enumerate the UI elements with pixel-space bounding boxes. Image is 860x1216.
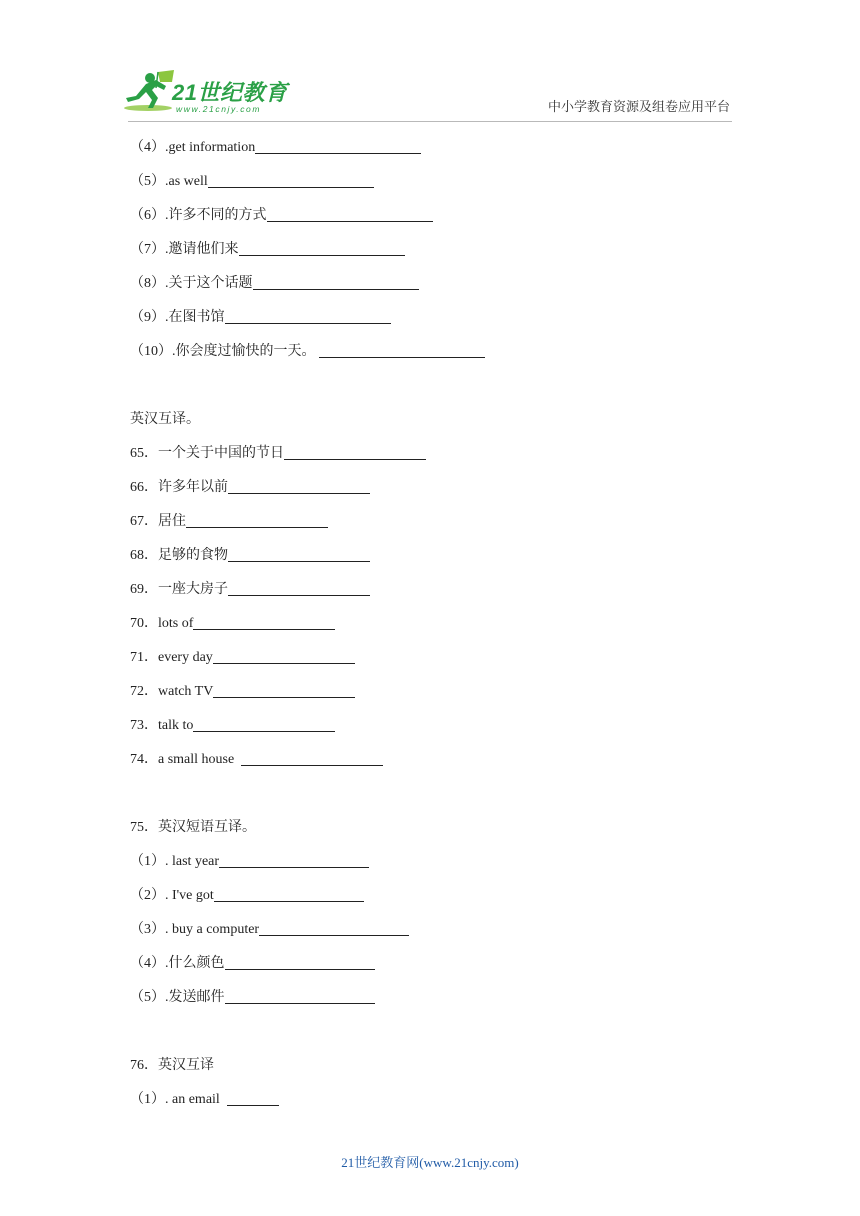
answer-blank[interactable] xyxy=(284,441,426,460)
exercise-item xyxy=(130,576,740,610)
answer-blank[interactable] xyxy=(213,679,355,698)
exercise-text: 67．居住 xyxy=(130,514,186,529)
exercise-item xyxy=(130,134,740,168)
exercise-item xyxy=(130,678,740,712)
answer-blank[interactable] xyxy=(228,475,370,494)
exercise-text: 74．a small house xyxy=(130,752,242,767)
exercise-text: （10）.你会度过愉快的一天。 xyxy=(130,344,319,359)
header-slogan: 中小学教育资源及组卷应用平台 xyxy=(547,99,730,114)
exercise-text: 71．every day xyxy=(130,650,213,665)
exercise-text: （7）.邀请他们来 xyxy=(130,242,239,257)
exercise-text: （4）.get information xyxy=(130,140,256,155)
answer-blank[interactable] xyxy=(259,917,409,936)
answer-blank[interactable] xyxy=(186,509,328,528)
exercise-item xyxy=(130,304,740,338)
answer-blank[interactable] xyxy=(213,645,355,664)
answer-blank[interactable] xyxy=(214,883,364,902)
exercise-text: （5）.as well xyxy=(130,174,208,189)
exercise-item xyxy=(130,236,740,270)
exercise-item xyxy=(130,746,740,780)
exercise-text: （5）.发送邮件 xyxy=(130,990,225,1005)
exercise-text: 75．英汉短语互译。 xyxy=(130,820,256,835)
answer-blank[interactable] xyxy=(267,203,433,222)
exercise-text: 72．watch TV xyxy=(130,684,214,699)
exercise-text: （4）.什么颜色 xyxy=(130,956,225,971)
exercise-text: 69．一座大房子 xyxy=(130,582,228,597)
section-heading xyxy=(130,814,740,848)
logo-url: www.21cnjy.com xyxy=(176,104,262,114)
exercise-item xyxy=(130,168,740,202)
logo xyxy=(122,68,292,118)
answer-blank[interactable] xyxy=(225,985,375,1004)
answer-blank[interactable] xyxy=(225,305,391,324)
section-gap xyxy=(130,372,740,406)
exercise-item xyxy=(130,542,740,576)
answer-blank[interactable] xyxy=(219,849,369,868)
exercise-text: 英汉互译。 xyxy=(130,412,200,427)
answer-blank[interactable] xyxy=(208,169,374,188)
exercise-item xyxy=(130,848,740,882)
exercise-item xyxy=(130,984,740,1018)
exercise-text: （2）. I've got xyxy=(130,888,214,903)
exercise-item xyxy=(130,440,740,474)
exercise-text: 65．一个关于中国的节日 xyxy=(130,446,284,461)
exercise-item xyxy=(130,950,740,984)
answer-blank[interactable] xyxy=(225,951,375,970)
answer-blank[interactable] xyxy=(255,135,421,154)
section-gap xyxy=(130,780,740,814)
answer-blank[interactable] xyxy=(239,237,405,256)
exercise-item xyxy=(130,610,740,644)
exercise-item xyxy=(130,712,740,746)
section-heading xyxy=(130,1052,740,1086)
page-header xyxy=(0,0,860,125)
exercise-text: 70．lots of xyxy=(130,616,194,631)
exercise-item xyxy=(130,270,740,304)
footer-text: 21世纪教育网(www.21cnjy.com) xyxy=(341,1155,519,1170)
header-divider xyxy=(128,121,732,122)
exercise-item xyxy=(130,474,740,508)
exercise-list xyxy=(130,134,740,1120)
section-gap xyxy=(130,1018,740,1052)
exercise-item xyxy=(130,882,740,916)
exercise-text: 68．足够的食物 xyxy=(130,548,228,563)
answer-blank[interactable] xyxy=(193,611,335,630)
exercise-text: 66．许多年以前 xyxy=(130,480,228,495)
answer-blank[interactable] xyxy=(241,747,383,766)
exercise-text: （9）.在图书馆 xyxy=(130,310,225,325)
exercise-text: （8）.关于这个话题 xyxy=(130,276,253,291)
exercise-text: （3）. buy a computer xyxy=(130,922,260,937)
exercise-item xyxy=(130,338,740,372)
exercise-text: 73．talk to xyxy=(130,718,194,733)
exercise-item xyxy=(130,202,740,236)
section-heading xyxy=(130,406,740,440)
exercise-item xyxy=(130,1086,740,1120)
exercise-text: （1）. an email xyxy=(130,1092,227,1107)
exercise-text: （6）.许多不同的方式 xyxy=(130,208,267,223)
exercise-text: （1）. last year xyxy=(130,854,220,869)
exercise-item xyxy=(130,644,740,678)
exercise-text: 76．英汉互译 xyxy=(130,1058,214,1073)
exercise-item xyxy=(130,508,740,542)
answer-blank[interactable] xyxy=(228,543,370,562)
logo-text: 21世纪教育 xyxy=(172,80,288,105)
answer-blank[interactable] xyxy=(253,271,419,290)
answer-blank[interactable] xyxy=(227,1087,279,1106)
answer-blank[interactable] xyxy=(319,339,485,358)
exercise-item xyxy=(130,916,740,950)
answer-blank[interactable] xyxy=(228,577,370,596)
answer-blank[interactable] xyxy=(193,713,335,732)
